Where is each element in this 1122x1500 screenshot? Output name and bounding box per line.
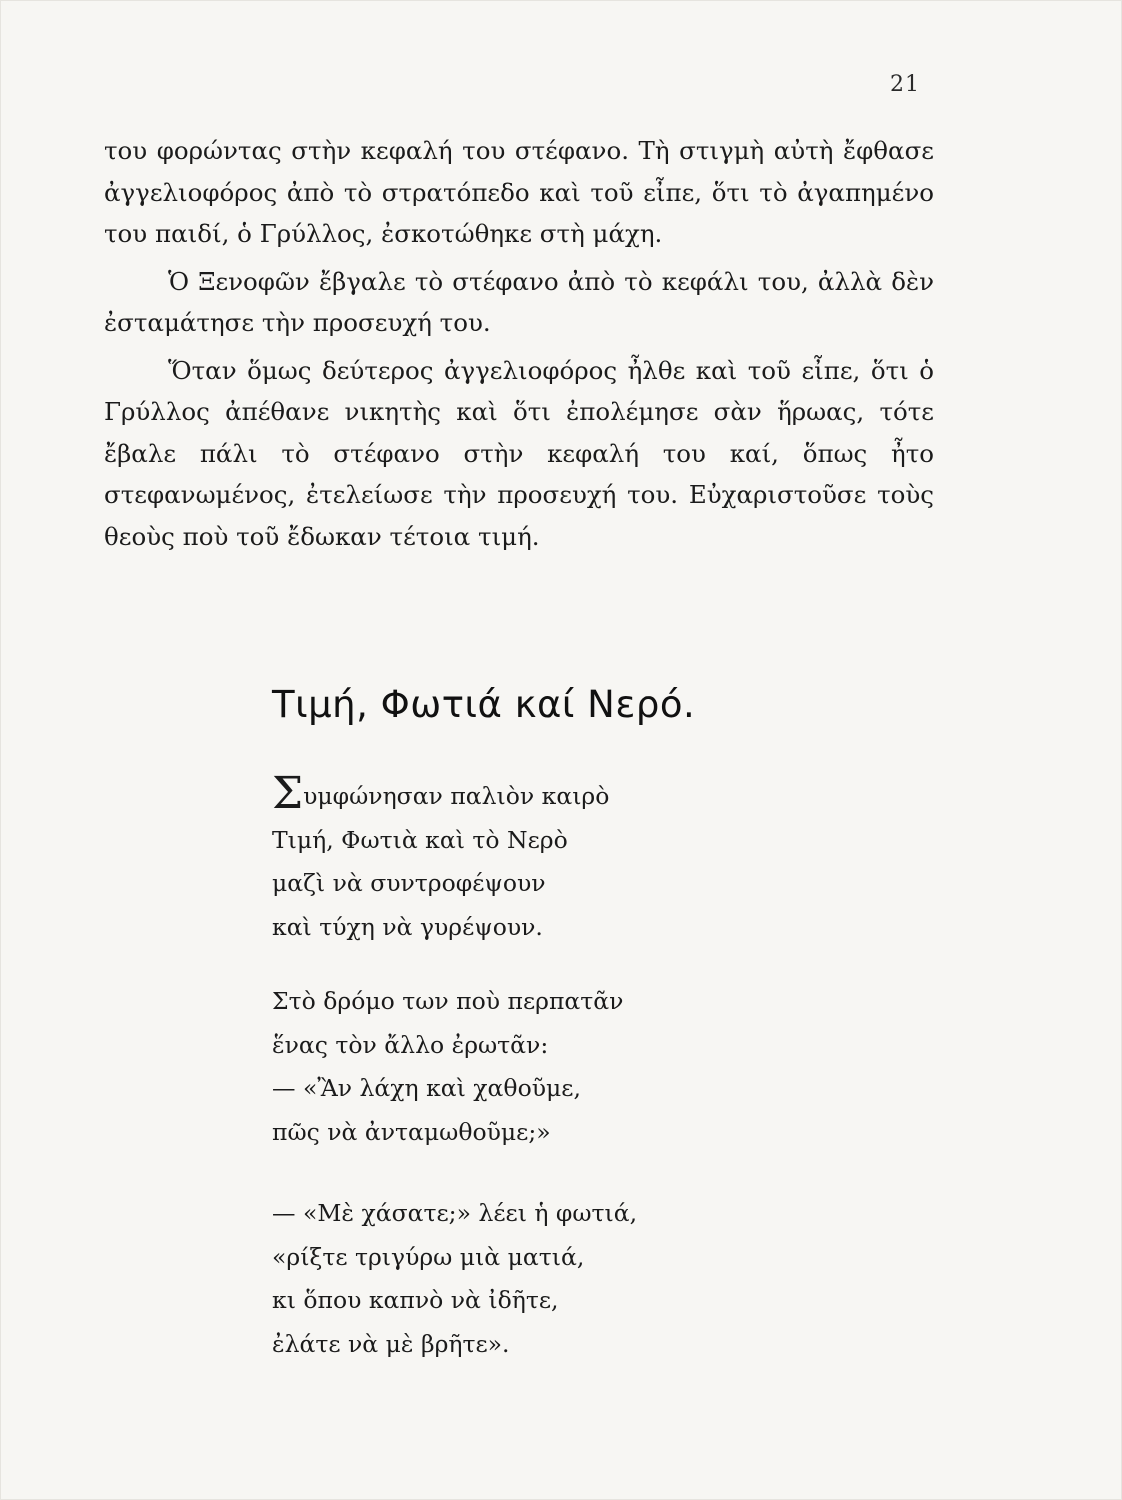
poem-line: κι ὅπου καπνὸ νὰ ἰδῆτε, xyxy=(272,1286,559,1314)
prose-paragraph: Ὅταν ὅμως δεύτερος ἀγγελιοφόρος ἦλθε καὶ τοῦ εἶπε, ὅτι ὁ Γρύλλος ἀπέθανε νικητὴς καὶ ὅτι ἐπολέμησε σὰν ἥρωας, τότε ἔβαλε πάλι τὸ στέφανο στὴν κεφαλή του καί, ὅπως ἦτο στεφανωμένος, ἐτελείωσε τὴν προσευχή του. Εὐχαριστοῦσε τοὺς θεοὺς ποὺ τοῦ ἔδωκαν τέτοια τιμή. xyxy=(104,355,934,551)
poem-line: μαζὶ νὰ συντροφέψουν xyxy=(272,869,546,897)
poem-stanza-1 xyxy=(272,768,610,949)
poem-line: ἕνας τὸν ἄλλο ἐρωτᾶν: xyxy=(272,1030,549,1059)
prose-block xyxy=(104,130,934,563)
poem-stanza-2 xyxy=(272,980,623,1154)
poem-line: — «Μὲ χάσατε;» λέει ἡ φωτιά, xyxy=(272,1199,638,1227)
poem-line-text: υμφώνησαν παλιὸν καιρὸ xyxy=(303,782,610,810)
poem-line xyxy=(272,768,610,819)
prose-paragraph: Ὁ Ξενοφῶν ἔβγαλε τὸ στέφανο ἀπὸ τὸ κεφάλι του, ἀλλὰ δὲν ἐσταμάτησε τὴν προσευχή του. xyxy=(104,266,934,337)
drop-cap: Σ xyxy=(272,768,304,819)
poem-line: «ρίξτε τριγύρω μιὰ ματιά, xyxy=(272,1242,585,1271)
poem-line: Τιμή, Φωτιὰ καὶ τὸ Νερὸ xyxy=(272,825,568,854)
poem-stanza-3 xyxy=(272,1192,637,1366)
poem-line: — «Ἂν λάχη καὶ χαθοῦμε, xyxy=(272,1074,581,1102)
poem-line: πῶς νὰ ἀνταμωθοῦμε;» xyxy=(272,1117,551,1146)
page-number: 21 xyxy=(890,72,920,97)
poem-line: ἐλάτε νὰ μὲ βρῆτε». xyxy=(272,1329,510,1358)
poem-line: καὶ τύχη νὰ γυρέψουν. xyxy=(272,912,543,941)
poem-line: Στὸ δρόμο των ποὺ περπατᾶν xyxy=(272,987,624,1015)
poem-title: Τιμή, Φωτιά καί Νερό. xyxy=(272,683,696,726)
prose-paragraph: του φορώντας στὴν κεφαλή του στέφανο. Τὴ στιγμὴ αὐτὴ ἔφθασε ἀγγελιοφόρος ἀπὸ τὸ στρατόπεδο καὶ τοῦ εἶπε, ὅτι τὸ ἀγαπημένο του παιδί, ὁ Γρύλλος, ἐσκοτώθηκε στὴ μάχη. xyxy=(104,136,934,248)
